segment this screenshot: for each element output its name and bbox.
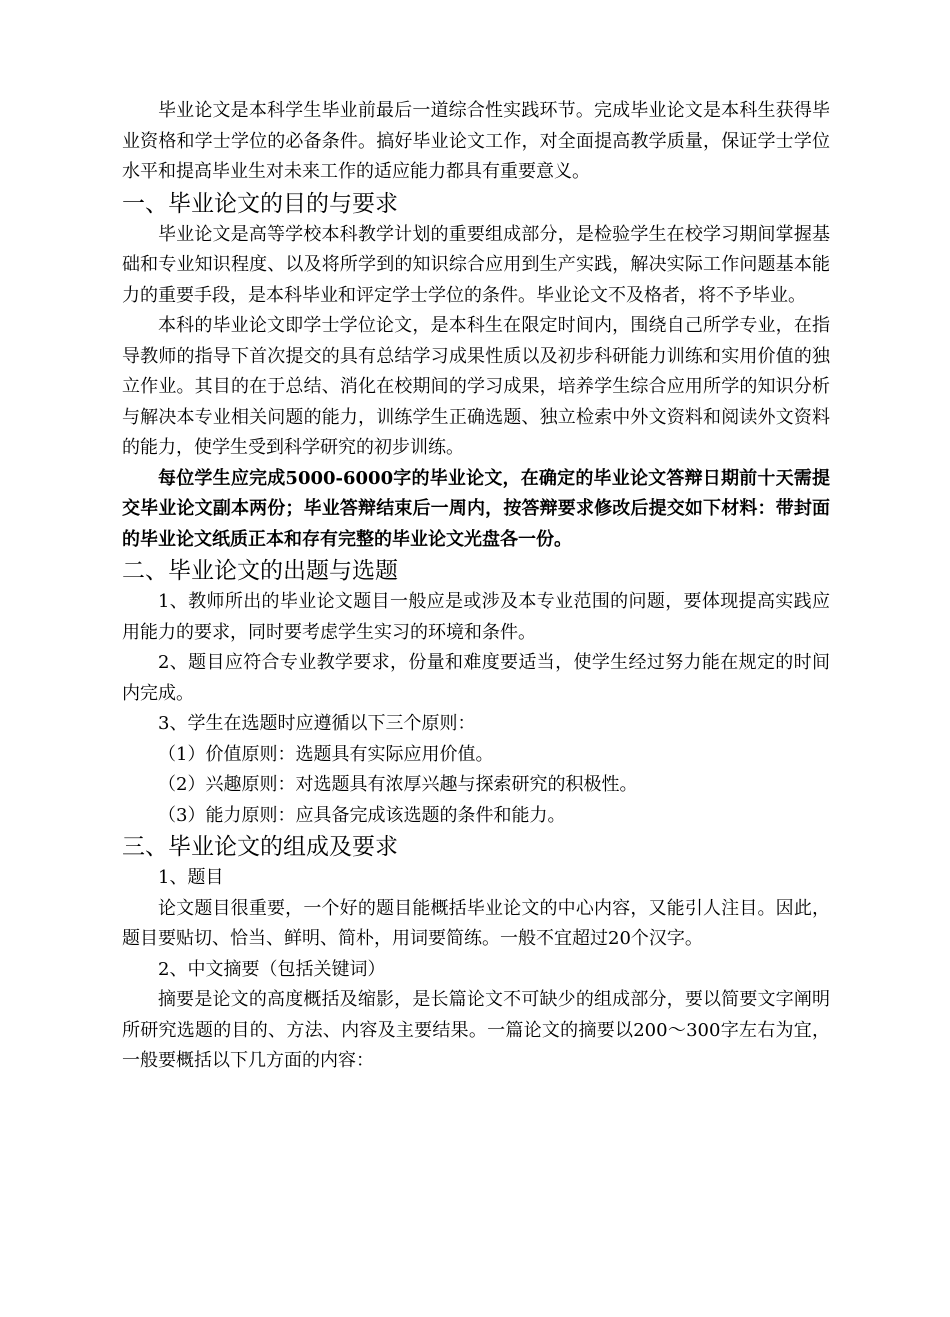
section-1-requirement-paragraph: 每位学生应完成5000-6000字的毕业论文，在确定的毕业论文答辩日期前十天需提交毕业论文副本两份；毕业答辩结束后一周内，按答辩要求修改后提交如下材料：带封面的毕业论文纸质正本和存有完整的毕业论文光盘各一份。 — [122, 467, 830, 550]
principle-value: （1）价值原则：选题具有实际应用价值。 — [158, 743, 494, 765]
principle-interest: （2）兴趣原则：对选题具有浓厚兴趣与探索研究的积极性。 — [158, 774, 638, 795]
section-3-heading: 三、毕业论文的组成及要求 — [122, 834, 398, 860]
section-3-abstract-paragraph: 摘要是论文的高度概括及缩影，是长篇论文不可缺少的组成部分，要以简要文字阐明所研究选题的目的、方法、内容及主要结果。一篇论文的摘要以200～300字左右为宜，一般要概括以下几方面的内容： — [122, 989, 830, 1071]
section-3-subheading-title: 1、题目 — [158, 867, 224, 888]
section-1-heading: 一、毕业论文的目的与要求 — [122, 190, 398, 217]
intro-paragraph: 毕业论文是本科学生毕业前最后一道综合性实践环节。完成毕业论文是本科生获得毕业资格和学士学位的必备条件。搞好毕业论文工作，对全面提高教学质量，保证学士学位水平和提高毕业生对未来工作的适应能力都具有重要意义。 — [122, 100, 830, 182]
section-2-item-2: 2、题目应符合专业教学要求，份量和难度要适当，使学生经过努力能在规定的时间内完成。 — [122, 652, 830, 704]
section-2-item-3: 3、学生在选题时应遵循以下三个原则： — [158, 713, 476, 734]
section-3-subheading-abstract: 2、中文摘要（包括关键词） — [158, 958, 386, 980]
section-2-item-1: 1、教师所出的毕业论文题目一般应是或涉及本专业范围的问题，要体现提高实践应用能力的要求，同时要考虑学生实习的环境和条件。 — [122, 591, 830, 643]
document-page — [122, 96, 830, 1077]
principle-ability: （3）能力原则：应具备完成该选题的条件和能力。 — [158, 804, 566, 826]
section-1-paragraph-1: 毕业论文是高等学校本科教学计划的重要组成部分，是检验学生在校学习期间掌握基础和专业知识程度、以及将所学到的知识综合应用到生产实践，解决实际工作问题基本能力的重要手段，是本科毕业和评定学士学位的条件。毕业论文不及格者，将不予毕业。 — [122, 223, 830, 306]
section-1-paragraph-2: 本科的毕业论文即学士学位论文，是本科生在限定时间内，围绕自己所学专业，在指导教师的指导下首次提交的具有总结学习成果性质以及初步科研能力训练和实用价值的独立作业。其目的在于总结、消化在校期间的学习成果，培养学生综合应用所学的知识分析与解决本专业相关问题的能力，训练学生正确选题、独立检索中外文资料和阅读外文资料的能力，使学生受到科学研究的初步训练。 — [122, 315, 830, 458]
section-2-heading: 二、毕业论文的出题与选题 — [122, 558, 398, 584]
section-3-title-paragraph: 论文题目很重要，一个好的题目能概括毕业论文的中心内容，又能引人注目。因此，题目要贴切、恰当、鲜明、简朴，用词要简练。一般不宜超过20个汉字。 — [122, 897, 830, 949]
